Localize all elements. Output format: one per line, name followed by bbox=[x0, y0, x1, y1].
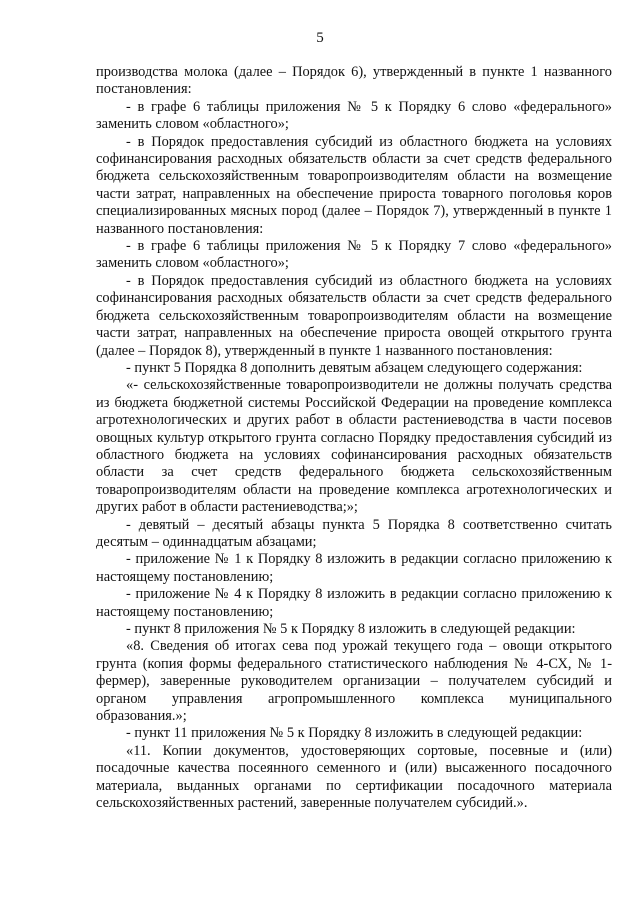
paragraph: - приложение № 1 к Порядку 8 изложить в редакции согласно приложению к настоящему постановлению; bbox=[96, 551, 612, 585]
paragraph: «- сельскохозяйственные товаропроизводители не должны получать средства из бюджета бюджетной системы Российской Федерации на проведение комплекса агротехнологических и других работ в области растениеводства в части посевов овощных культур открытого грунта согласно Порядку предоставления субсидий из областного бюджета на условиях софинансирования расходных обязательств области за счет средств федерального бюджета сельскохозяйственным товаропроизводителям области на проведение комплекса агротехнологических и других работ в области растениеводства;»; bbox=[96, 377, 612, 516]
page-number: 5 bbox=[316, 30, 324, 46]
paragraph: - в графе 6 таблицы приложения № 5 к Порядку 7 слово «федерального» заменить словом «областного»; bbox=[96, 238, 612, 272]
paragraph: - приложение № 4 к Порядку 8 изложить в редакции согласно приложению к настоящему постановлению; bbox=[96, 586, 612, 620]
paragraph: - девятый – десятый абзацы пункта 5 Порядка 8 соответственно считать десятым – одиннадцатым абзацами; bbox=[96, 516, 612, 550]
paragraph: - пункт 8 приложения № 5 к Порядку 8 изложить в следующей редакции: bbox=[126, 621, 576, 637]
paragraph: - пункт 5 Порядка 8 дополнить девятым абзацем следующего содержания: bbox=[126, 359, 583, 376]
paragraph: - пункт 11 приложения № 5 к Порядку 8 изложить в следующей редакции: bbox=[126, 725, 583, 742]
paragraph: «11. Копии документов, удостоверяющих сортовые, посевные и (или) посадочные качества посеянного семенного и (или) высаженного посадочного материала, выданных органами по сертификации посадочного материала сельскохозяйственных растений, заверенные получателем субсидий.». bbox=[96, 742, 612, 812]
paragraph: - в графе 6 таблицы приложения № 5 к Порядку 6 слово «федерального» заменить словом «областного»; bbox=[96, 98, 612, 133]
paragraph: - в Порядок предоставления субсидий из областного бюджета на условиях софинансирования расходных обязательств области за счет средств федерального бюджета сельскохозяйственным товаропроизводителям области на возмещение части затрат, направленных на обеспечение прироста товарного поголовья коров специализированных мясных пород (далее – Порядок 7), утвержденный в пункте 1 названного постановления: bbox=[96, 133, 612, 237]
paragraph: «8. Сведения об итогах сева под урожай текущего года – овощи открытого грунта (копия формы федерального статистического наблюдения № 4-СХ, № 1-фермер), заверенные руководителем организации – получателем субсидий и органом управления агропромышленного комплекса муниципального образования.»; bbox=[96, 638, 612, 725]
document-body bbox=[96, 64, 612, 812]
paragraph: - в Порядок предоставления субсидий из областного бюджета на условиях софинансирования расходных обязательств области за счет средств федерального бюджета сельскохозяйственным товаропроизводителям области на возмещение части затрат, направленных на обеспечение прироста овощей открытого грунта (далее – Порядок 8), утвержденный в пункте 1 названного постановления: bbox=[96, 272, 612, 359]
paragraph: производства молока (далее – Порядок 6), утвержденный в пункте 1 названного постановления: bbox=[96, 64, 612, 98]
